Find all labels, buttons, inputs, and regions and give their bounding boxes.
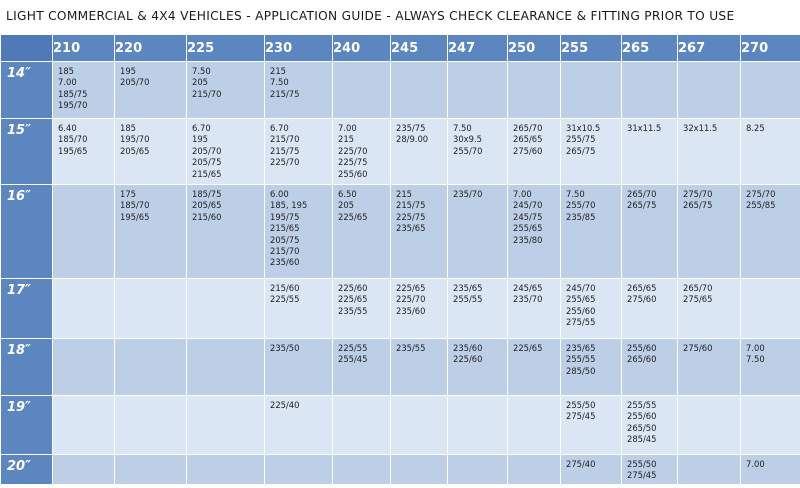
tyre-size: 215/70: [192, 88, 222, 99]
tyre-size: 235/60: [396, 305, 426, 316]
tyre-size: 235/55: [396, 343, 426, 353]
size-cell: [678, 62, 741, 119]
tyre-size: 205: [338, 200, 354, 211]
size-cell: [115, 185, 187, 279]
size-cell: [448, 396, 508, 455]
size-cell: [448, 339, 508, 396]
size-cell: [508, 339, 561, 396]
column-header: 267: [678, 35, 741, 62]
tyre-size: 185/75: [58, 88, 88, 99]
tyre-size: 265/75: [566, 145, 596, 156]
tyre-size: 255/60: [566, 305, 596, 316]
tyre-size: 255/85: [746, 200, 776, 211]
size-cell: [622, 119, 678, 185]
tyre-size: 225/65: [338, 211, 368, 222]
tyre-size: 225/60: [453, 354, 483, 365]
tyre-size: 275/60: [513, 145, 543, 156]
tyre-size: 185, 195: [270, 200, 308, 211]
size-cell: [741, 185, 800, 279]
column-header: 247: [448, 35, 508, 62]
tyre-size: 7.50: [270, 77, 289, 88]
tyre-size: 235/60: [453, 343, 483, 353]
tyre-size: 7.00: [746, 343, 765, 353]
application-guide-table: [0, 34, 800, 485]
size-cell: [622, 396, 678, 455]
tyre-size: 6.70: [270, 123, 289, 133]
size-cell: [53, 185, 115, 279]
size-cell: [333, 279, 391, 339]
tyre-size: 275/65: [683, 294, 713, 305]
tyre-size: 215/70: [270, 246, 300, 257]
column-header: 230: [265, 35, 333, 62]
size-cell: [561, 62, 622, 119]
size-cell: [115, 339, 187, 396]
tyre-size: 195/75: [270, 211, 300, 222]
tyre-size: 205/70: [192, 145, 222, 156]
header-corner-cell: [1, 35, 53, 62]
size-cell: [391, 396, 448, 455]
size-cell: [448, 279, 508, 339]
size-cell: [187, 279, 265, 339]
tyre-size: 175: [120, 189, 136, 199]
tyre-size: 30x9.5: [453, 134, 482, 145]
tyre-size: 225/65: [338, 294, 368, 305]
tyre-size: 255/70: [453, 145, 483, 156]
size-cell: [265, 62, 333, 119]
tyre-size: 275/55: [566, 317, 596, 328]
tyre-size: 205/75: [270, 234, 300, 245]
column-header: 255: [561, 35, 622, 62]
tyre-size: 6.40: [58, 123, 77, 133]
tyre-size: 215/60: [192, 211, 222, 222]
size-cell: [265, 279, 333, 339]
tyre-size: 31x10.5: [566, 123, 601, 133]
tyre-size: 265/70: [683, 283, 713, 293]
tyre-size: 255/50: [566, 400, 596, 410]
size-cell: [508, 185, 561, 279]
tyre-size: 205/75: [192, 157, 222, 168]
size-cell: [561, 339, 622, 396]
tyre-size: 245/65: [513, 283, 543, 293]
tyre-size: 275/60: [627, 294, 657, 305]
tyre-size: 215: [338, 134, 354, 145]
rim-size-label: 16″: [1, 185, 53, 279]
size-cell: [333, 62, 391, 119]
size-cell: [391, 185, 448, 279]
tyre-size: 275/40: [566, 459, 596, 469]
tyre-size: 215/70: [270, 134, 300, 145]
table-row: [1, 455, 800, 485]
tyre-size: 6.50: [338, 189, 357, 199]
column-header: 250: [508, 35, 561, 62]
tyre-size: 255/60: [338, 168, 368, 179]
size-cell: [678, 455, 741, 485]
tyre-size: 215/75: [270, 145, 300, 156]
size-cell: [622, 279, 678, 339]
tyre-size: 225/70: [396, 294, 426, 305]
rim-size-label: 17″: [1, 279, 53, 339]
tyre-size: 255/65: [513, 223, 543, 234]
tyre-size: 32x11.5: [683, 123, 718, 133]
tyre-size: 275/45: [566, 411, 596, 422]
size-cell: [187, 339, 265, 396]
tyre-size: 205/65: [192, 200, 222, 211]
tyre-size: 215/65: [192, 168, 222, 179]
size-cell: [187, 119, 265, 185]
tyre-size: 255/75: [566, 134, 596, 145]
size-cell: [391, 62, 448, 119]
size-cell: [333, 339, 391, 396]
tyre-size: 225/65: [513, 343, 543, 353]
table-row: [1, 396, 800, 455]
tyre-size: 265/65: [513, 134, 543, 145]
size-cell: [508, 279, 561, 339]
size-cell: [448, 455, 508, 485]
size-cell: [115, 62, 187, 119]
size-cell: [187, 396, 265, 455]
size-cell: [265, 185, 333, 279]
tyre-size: 265/60: [627, 354, 657, 365]
size-cell: [391, 339, 448, 396]
tyre-size: 275/70: [683, 189, 713, 199]
size-cell: [508, 62, 561, 119]
size-cell: [333, 396, 391, 455]
tyre-size: 235/65: [566, 343, 596, 353]
size-cell: [265, 455, 333, 485]
table-body: [1, 62, 800, 485]
tyre-size: 205: [192, 77, 208, 88]
size-cell: [53, 455, 115, 485]
column-header: 245: [391, 35, 448, 62]
tyre-size: 225/75: [338, 157, 368, 168]
size-cell: [678, 119, 741, 185]
size-cell: [741, 339, 800, 396]
tyre-size: 8.25: [746, 123, 765, 133]
size-cell: [53, 339, 115, 396]
size-cell: [622, 62, 678, 119]
tyre-size: 185/70: [58, 134, 88, 145]
tyre-size: 265/70: [513, 123, 543, 133]
tyre-size: 265/75: [627, 200, 657, 211]
tyre-size: 195: [120, 66, 136, 76]
size-cell: [561, 455, 622, 485]
tyre-size: 7.50: [566, 189, 585, 199]
size-cell: [391, 279, 448, 339]
size-cell: [741, 62, 800, 119]
tyre-size: 31x11.5: [627, 123, 662, 133]
table-row: [1, 62, 800, 119]
size-cell: [265, 396, 333, 455]
size-cell: [115, 119, 187, 185]
column-header: 210: [53, 35, 115, 62]
size-cell: [561, 185, 622, 279]
tyre-size: 275/60: [683, 343, 713, 353]
tyre-size: 255/55: [453, 294, 483, 305]
size-cell: [448, 185, 508, 279]
size-cell: [741, 455, 800, 485]
tyre-size: 235/55: [338, 305, 368, 316]
tyre-size: 7.00: [338, 123, 357, 133]
size-cell: [187, 62, 265, 119]
tyre-size: 215/75: [270, 88, 300, 99]
tyre-size: 225/40: [270, 400, 300, 410]
column-header: 225: [187, 35, 265, 62]
tyre-size: 235/70: [513, 294, 543, 305]
tyre-size: 6.70: [192, 123, 211, 133]
tyre-size: 7.00: [513, 189, 532, 199]
tyre-size: 235/80: [513, 234, 543, 245]
tyre-size: 265/50: [627, 422, 657, 433]
tyre-size: 235/85: [566, 211, 596, 222]
column-header: 220: [115, 35, 187, 62]
tyre-size: 275/70: [746, 189, 776, 199]
rim-size-label: 18″: [1, 339, 53, 396]
column-header: 265: [622, 35, 678, 62]
tyre-size: 265/75: [683, 200, 713, 211]
rim-size-label: 19″: [1, 396, 53, 455]
size-cell: [678, 185, 741, 279]
size-cell: [187, 185, 265, 279]
size-cell: [561, 279, 622, 339]
size-cell: [391, 119, 448, 185]
tyre-size: 235/50: [270, 343, 300, 353]
tyre-size: 255/60: [627, 411, 657, 422]
tyre-size: 235/60: [270, 257, 300, 268]
tyre-size: 185: [58, 66, 74, 76]
size-cell: [53, 119, 115, 185]
tyre-size: 205/65: [120, 145, 150, 156]
tyre-size: 195/65: [58, 145, 88, 156]
table-row: [1, 279, 800, 339]
tyre-size: 235/75: [396, 123, 426, 133]
size-cell: [115, 396, 187, 455]
tyre-size: 185/75: [192, 189, 222, 199]
tyre-size: 195/70: [58, 100, 88, 111]
size-cell: [622, 455, 678, 485]
size-cell: [622, 185, 678, 279]
tyre-size: 7.00: [58, 77, 77, 88]
tyre-size: 245/75: [513, 211, 543, 222]
tyre-size: 215/60: [270, 283, 300, 293]
tyre-size: 7.50: [192, 66, 211, 76]
size-cell: [741, 396, 800, 455]
tyre-size: 245/70: [566, 283, 596, 293]
tyre-size: 185/70: [120, 200, 150, 211]
tyre-size: 255/45: [338, 354, 368, 365]
size-cell: [561, 119, 622, 185]
tyre-size: 7.50: [746, 354, 765, 365]
tyre-size: 225/70: [270, 157, 300, 168]
size-cell: [333, 185, 391, 279]
tyre-size: 195/65: [120, 211, 150, 222]
table-header-row: [1, 35, 800, 62]
tyre-size: 235/65: [396, 223, 426, 234]
size-cell: [115, 279, 187, 339]
size-cell: [187, 455, 265, 485]
tyre-size: 215: [396, 189, 412, 199]
rim-size-label: 15″: [1, 119, 53, 185]
page-title: LIGHT COMMERCIAL & 4X4 VEHICLES - APPLICATION GUIDE - ALWAYS CHECK CLEARANCE & FITTING PRIOR TO USE: [6, 9, 735, 23]
size-cell: [53, 279, 115, 339]
size-cell: [678, 279, 741, 339]
tyre-size: 255/70: [566, 200, 596, 211]
tyre-size: 205/70: [120, 77, 150, 88]
tyre-size: 255/55: [627, 400, 657, 410]
tyre-size: 255/55: [566, 354, 596, 365]
size-cell: [265, 339, 333, 396]
tyre-size: 265/65: [627, 283, 657, 293]
tyre-size: 215/75: [396, 200, 426, 211]
size-cell: [561, 396, 622, 455]
column-header: 240: [333, 35, 391, 62]
size-cell: [333, 119, 391, 185]
tyre-size: 255/60: [627, 343, 657, 353]
tyre-size: 285/45: [627, 434, 657, 445]
tyre-size: 215: [270, 66, 286, 76]
size-cell: [448, 62, 508, 119]
tyre-size: 225/55: [338, 343, 368, 353]
size-cell: [508, 455, 561, 485]
size-cell: [115, 455, 187, 485]
tyre-size: 225/65: [396, 283, 426, 293]
size-cell: [265, 119, 333, 185]
tyre-size: 6.00: [270, 189, 289, 199]
rim-size-label: 14″: [1, 62, 53, 119]
tyre-size: 235/70: [453, 189, 483, 199]
size-cell: [741, 119, 800, 185]
table-row: [1, 119, 800, 185]
size-cell: [508, 396, 561, 455]
tyre-size: 245/70: [513, 200, 543, 211]
tyre-size: 285/50: [566, 365, 596, 376]
size-cell: [391, 455, 448, 485]
tyre-size: 195: [192, 134, 208, 145]
table-row: [1, 339, 800, 396]
tyre-size: 255/65: [566, 294, 596, 305]
size-cell: [622, 339, 678, 396]
tyre-size: 195/70: [120, 134, 150, 145]
tyre-size: 275/45: [627, 470, 657, 481]
tyre-size: 185: [120, 123, 136, 133]
tyre-size: 215/65: [270, 223, 300, 234]
tyre-size: 28/9.00: [396, 134, 429, 145]
tyre-size: 265/70: [627, 189, 657, 199]
tyre-size: 225/75: [396, 211, 426, 222]
size-cell: [333, 455, 391, 485]
size-cell: [741, 279, 800, 339]
size-cell: [678, 339, 741, 396]
tyre-size: 235/65: [453, 283, 483, 293]
tyre-size: 255/50: [627, 459, 657, 469]
tyre-size: 7.00: [746, 459, 765, 469]
column-header: 270: [741, 35, 800, 62]
tyre-size: 225/60: [338, 283, 368, 293]
size-cell: [53, 396, 115, 455]
rim-size-label: 20″: [1, 455, 53, 485]
size-cell: [508, 119, 561, 185]
table-row: [1, 185, 800, 279]
size-cell: [448, 119, 508, 185]
size-cell: [678, 396, 741, 455]
tyre-size: 225/55: [270, 294, 300, 305]
size-cell: [53, 62, 115, 119]
tyre-size: 225/70: [338, 145, 368, 156]
tyre-size: 7.50: [453, 123, 472, 133]
